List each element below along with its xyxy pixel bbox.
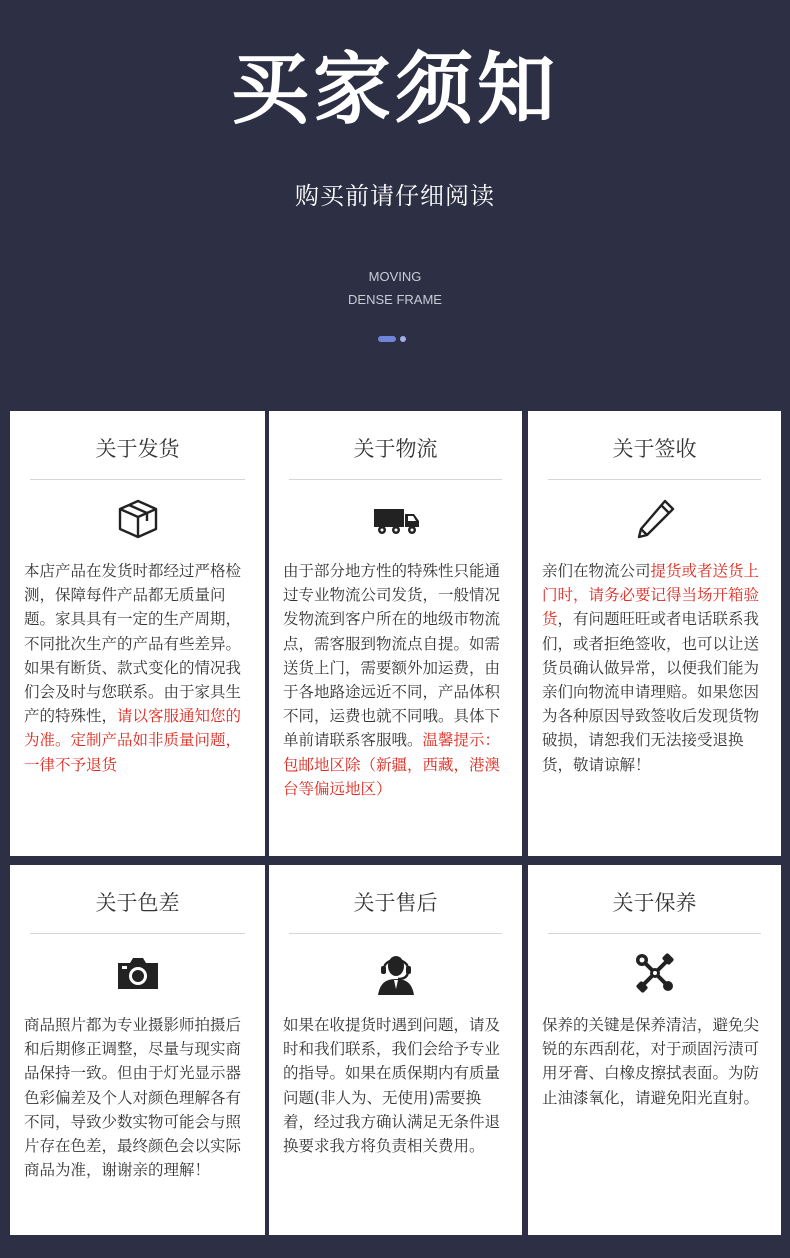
card-title: 关于发货 [95,437,180,461]
box-icon [114,495,162,543]
pencil-icon [631,495,679,543]
english-tagline-1: MOVING [368,269,422,284]
card-color-difference [10,865,265,1235]
divider [30,479,245,480]
card-title: 关于保养 [612,891,697,915]
card-body-text-tail: ，有问题旺旺或者电话联系我们，或者拒绝签收，也可以让送货员确认做异常，以便我们能为亲们向物流申请理赔。如果您因为各种原因导致签收后发现货物破损，请恕我们无法接受退换货，敬请谅解！ [542,610,760,774]
card-body-highlight: 温馨提示：包邮地区除（新疆，西藏，港澳台等偏远地区） [283,731,501,798]
card-body-text: 本店产品在发货时都经过严格检测，保障每件产品都无质量问题。家具具有一定的生产周期，不同批次生产的产品有些差异。如果有断货、款式变化的情况我们会及时与您联系。由于家具生产的特殊性， [24,562,242,726]
card-body-text: 保养的关键是保养清洁，避免尖锐的东西刮花，对于顽固污渍可用牙膏、白橡皮擦拭表面。为防止油漆氧化，请避免阳光直射。 [542,1016,760,1107]
card-body [542,559,771,777]
card-logistics [269,411,522,856]
card-title: 关于售后 [353,891,438,915]
card-body-text: 商品照片都为专业摄影师拍摄后和后期修正调整，尽量与现实商品保持一致。但由于灯光显示器色彩偏差及个人对颜色理解各有不同，导致少数实物可能会与照片存在色差，最终颜色会以实际商品为准，谢谢亲的理解！ [24,1016,242,1180]
card-signing [528,411,781,856]
page-subtitle: 购买前请仔细阅读 [295,182,495,210]
card-body-highlight: 提货或者送货上门时，请务必要记得当场开箱验货 [542,562,760,629]
card-body-text: 如果在收提货时遇到问题，请及时和我们联系，我们会给予专业的指导。如果在质保期内有质量问题(非人为、无使用)需要换着，经过我方确认满足无条件退换要求我方将负责相关费用。 [283,1016,501,1156]
card-body-highlight: 请以客服通知您的为准。定制产品如非质量问题，一律不予退货 [24,707,242,774]
card-title: 关于物流 [353,437,438,461]
card-body [283,559,512,801]
tools-icon [631,949,679,997]
card-body-text: 由于部分地方性的特殊性只能通过专业物流公司发货，一般情况发物流到客户所在的地级市物流点，需客服到物流点自提。如需送货上门，需要额外加运费，由于各地路途远近不同，产品体积不同，运费也就不同哦。具体下单前请联系客服哦。 [283,562,501,750]
card-title: 关于色差 [95,891,180,915]
card-body [24,559,255,777]
card-after-sales [269,865,522,1235]
card-body [283,1013,512,1158]
divider [30,933,245,934]
card-body-text: 亲们在物流公司 [542,562,651,580]
card-maintenance [528,865,781,1235]
customer-service-icon [372,949,420,997]
divider [548,933,761,934]
divider [289,479,502,480]
card-title: 关于签收 [612,437,697,461]
truck-icon [370,495,422,543]
divider [548,479,761,480]
divider [289,933,502,934]
card-shipping [10,411,265,856]
hero-banner [0,0,790,410]
page-title: 买家须知 [230,45,559,135]
camera-icon [114,949,162,997]
card-body [542,1013,771,1110]
decor-dots [378,336,412,342]
english-tagline-2: DENSE FRAME [348,292,442,307]
card-body [24,1013,255,1182]
